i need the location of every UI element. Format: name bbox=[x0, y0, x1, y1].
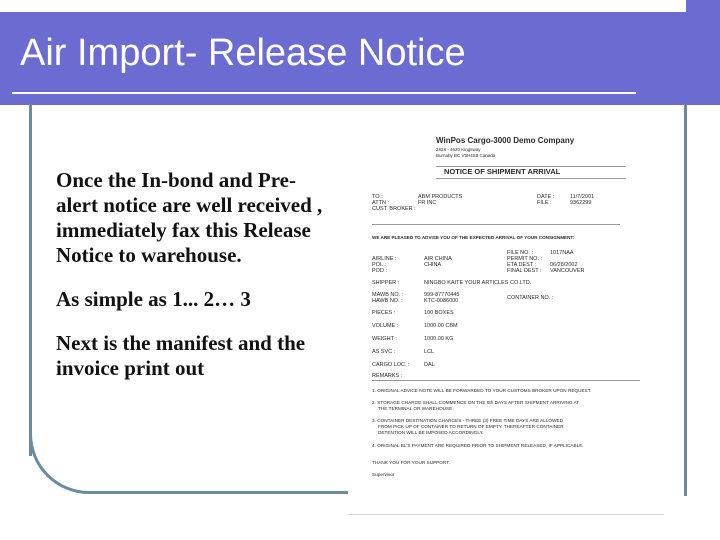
doc-file-no-value: 1017NAA bbox=[550, 250, 574, 256]
doc-cust-broker-label: CUST. BROKER : bbox=[372, 206, 416, 212]
doc-pol-label: POL : bbox=[372, 262, 386, 268]
doc-eta-value: 06/28/2002 bbox=[550, 262, 578, 268]
doc-date-label: DATE : bbox=[537, 194, 555, 200]
doc-mawb-value: 999-87770445 bbox=[424, 292, 460, 298]
doc-to-label: TO : bbox=[372, 194, 383, 200]
doc-eta-label: ETA DEST : bbox=[507, 262, 537, 268]
frame-bottom-line bbox=[110, 491, 348, 494]
doc-volume-label: VOLUME : bbox=[372, 323, 399, 329]
doc-rule bbox=[372, 224, 620, 225]
doc-rule bbox=[436, 178, 626, 179]
doc-pol-value: CHINA bbox=[424, 262, 442, 268]
doc-file-no-label: FILE NO. : bbox=[507, 250, 533, 256]
doc-rule bbox=[436, 166, 626, 167]
doc-container-label: CONTAINER NO. : bbox=[507, 295, 554, 301]
frame-right-line bbox=[684, 104, 687, 496]
doc-company: WinPos Cargo-3000 Demo Company bbox=[436, 136, 575, 145]
doc-service-label: AS SVC : bbox=[372, 349, 396, 355]
frame-corner-curve bbox=[29, 396, 119, 494]
doc-cargo-label: CARGO LOC. : bbox=[372, 362, 410, 368]
doc-attn-label: ATTN : bbox=[372, 200, 390, 206]
doc-file-label: FILE : bbox=[537, 200, 552, 206]
doc-airline-label: AIRLINE : bbox=[372, 256, 397, 262]
doc-note-2a: 2. STORAGE CHARGE SHALL COMMENCE ON THE 6th DAYS AFTER SHIPMENT ARRIVING AT bbox=[372, 400, 580, 405]
doc-heading: NOTICE OF SHIPMENT ARRIVAL bbox=[444, 167, 561, 176]
doc-weight-label: WEIGHT : bbox=[372, 336, 397, 342]
body-text bbox=[56, 168, 326, 381]
doc-note-3a: 3. CONTAINER DESTINATION CHARGES - THREE (3) FREE TIME DAYS ARE ALLOWED bbox=[372, 418, 564, 423]
doc-airline-value: AIR CHINA bbox=[424, 256, 452, 262]
doc-date-value: 11/7/2001 bbox=[570, 194, 595, 200]
doc-remarks-label: REMARKS : bbox=[372, 373, 403, 379]
doc-thanks: THANK YOU FOR YOUR SUPPORT. bbox=[372, 460, 450, 465]
doc-mawb-label: MAWB NO. : bbox=[372, 292, 404, 298]
doc-pod-label: POD : bbox=[372, 268, 387, 274]
doc-weight-value: 1000.00 KG bbox=[424, 336, 454, 342]
doc-rule bbox=[372, 380, 640, 381]
body-paragraph-1: Once the In-bond and Pre-alert notice are well received , immediately fax this Release Notice to warehouse. bbox=[56, 168, 323, 267]
title-underline bbox=[12, 92, 636, 94]
doc-to-value: ABM PRODUCTS bbox=[418, 194, 463, 200]
slide-title: Air Import- Release Notice bbox=[20, 32, 466, 74]
title-bar-corner bbox=[686, 0, 720, 14]
doc-note-4: 4. ORIGINAL BL'S PAYMENT ARE REQUIRED PRIOR TO SHIPMENT RELEASED, IF APPLICABLE. bbox=[372, 443, 584, 448]
doc-note-2b: THE TERMINAL OR WAREHOUSE. bbox=[378, 406, 454, 411]
doc-signoff: Supervisor bbox=[372, 472, 395, 477]
doc-service-value: LCL bbox=[424, 349, 435, 355]
doc-note-3c: DETENTION WILL BE IMPOSED ACCORDINGLY. bbox=[378, 430, 484, 435]
doc-note-1: 1. ORIGINAL ADVICE NOTE WILL BE FORWARDED TO YOUR CUSTOMS BROKER UPON REQUEST. bbox=[372, 388, 592, 393]
doc-pieces-value: 100 BOXES bbox=[424, 310, 454, 316]
doc-shipper-label: SHIPPER : bbox=[372, 280, 400, 286]
doc-hawb-value: KTC-0086000 bbox=[424, 298, 459, 304]
doc-permit-label: PERMIT NO. : bbox=[507, 256, 543, 262]
doc-note-3b: FROM PICK UP OF CONTAINER TO RETURN OF EMPTY. THEREAFTER CONTAINER bbox=[378, 424, 564, 429]
doc-volume-value: 1000.00 CBM bbox=[424, 323, 458, 329]
doc-attn-value: FR INC bbox=[418, 200, 437, 206]
doc-file-value: 9362299 bbox=[570, 200, 592, 206]
doc-address-1: 2828 - 4620 Kingsway bbox=[436, 147, 481, 152]
doc-pieces-label: PIECES : bbox=[372, 310, 396, 316]
doc-shipper-value: NINGBO KAITE YOUR ARTICLES CO.LTD. bbox=[424, 280, 532, 286]
doc-address-2: Burnaby BC V5H4S8 Canada bbox=[436, 153, 496, 158]
body-paragraph-2: As simple as 1... 2… 3 bbox=[56, 287, 251, 311]
body-paragraph-3: Next is the manifest and the invoice print out bbox=[56, 331, 306, 380]
doc-final-dest-value: VANCOUVER bbox=[550, 268, 585, 274]
doc-final-dest-label: FINAL DEST : bbox=[507, 268, 542, 274]
bottom-rule bbox=[348, 514, 664, 515]
doc-advise-line: WE ARE PLEASED TO ADVISE YOU OF THE EXPECTED ARRIVAL OF YOUR CONSIGNMENT: bbox=[372, 235, 575, 240]
doc-cargo-value: DAL bbox=[424, 362, 435, 368]
doc-hawb-label: HAWB NO. : bbox=[372, 298, 403, 304]
release-notice-image bbox=[352, 130, 662, 502]
